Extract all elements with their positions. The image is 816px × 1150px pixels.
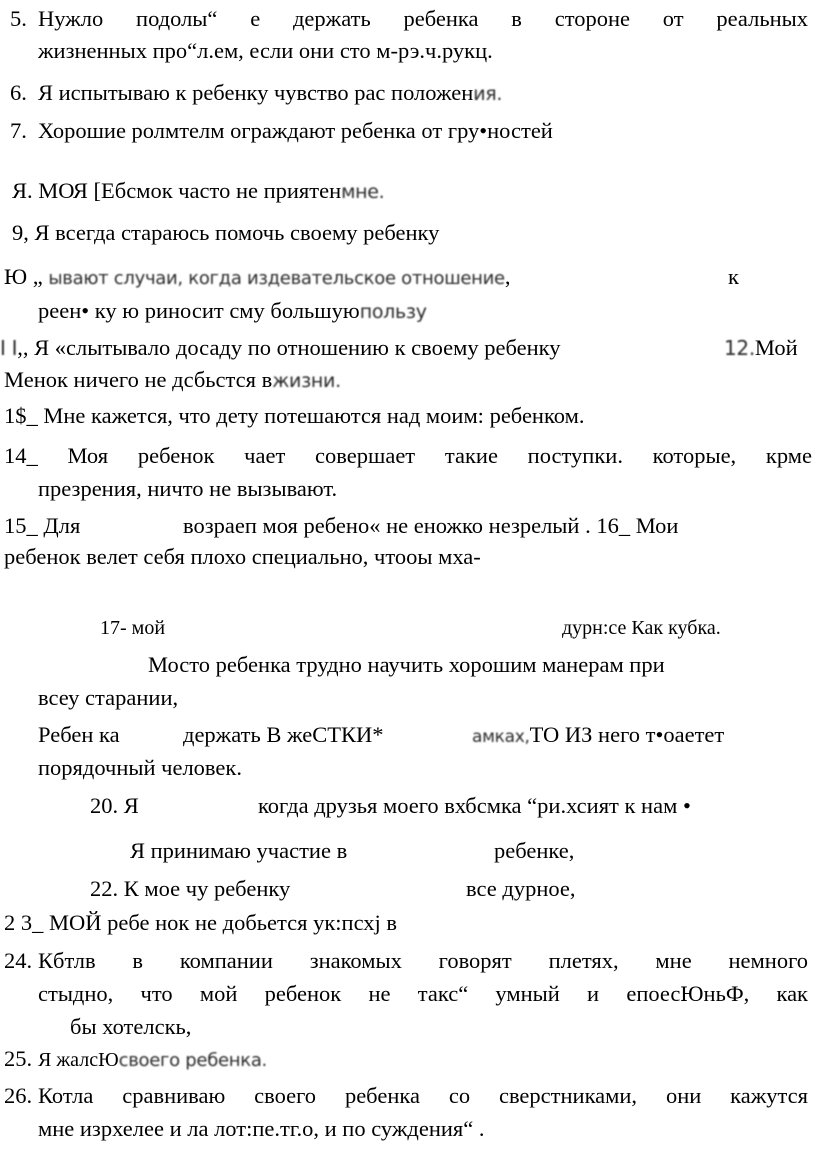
item-20-left: 20. Я: [90, 793, 139, 818]
item-25-text: Я жалсЮ: [38, 1049, 119, 1071]
item-15-rest: возраеп моя ребено« не еножко незрелый . 16_ Мои: [183, 513, 679, 538]
item-8-line: [12, 180, 384, 203]
item-26-line2: мне изрхелее и ла лот:пе.тг.о, и по суждения“ .: [38, 1116, 485, 1141]
item-7-number: 7.: [10, 118, 27, 143]
item-22-left: 22. К мое чу ребенку: [90, 876, 291, 901]
item-25-line: [38, 1048, 267, 1071]
item-10-prefix: Ю „: [4, 264, 43, 289]
item-12-start: [724, 337, 798, 360]
item-26-line1: Котла сравниваю своего ребенка со сверстниками, они кажутся: [38, 1083, 808, 1108]
item-24-line3: бы хотелскь,: [70, 1014, 192, 1039]
item-17-right: дурн:се Как кубка.: [562, 617, 721, 639]
item-10-line2-text: реен• ку ю риносит сму большую: [38, 298, 360, 323]
item-10-blurred-tail: пользу: [359, 301, 427, 323]
item-5-line2: жизненных про“л.ем, если они сто м-рэ.ч.рукц.: [38, 38, 493, 63]
item-20-right: когда друзья моего вхбсмка “ри.хсият к нам •: [258, 793, 691, 818]
item-19-line2: порядочный человек.: [38, 755, 242, 780]
item-10-blurred-text: ывают случаи, когда издевательское отношение: [48, 268, 505, 289]
item-19-part2: держать В жеСТКИ*: [183, 722, 384, 747]
item-10-line1: [4, 266, 510, 289]
item-21-right: ребенке,: [494, 838, 575, 863]
item-12-number: 12.: [724, 336, 755, 360]
item-6-text: Я испытываю к ребенку чувство рас положен: [38, 80, 474, 105]
item-13-text: 1$_ Мне кажется, что дету потешаются над моим: ребенком.: [4, 403, 585, 428]
item-12-line2: [4, 369, 341, 392]
item-6-blurred-tail: ия.: [473, 83, 503, 105]
item-7-text: Хорошие ролмтелм ограждают ребенка от гру•ностей: [38, 118, 553, 143]
item-5-line1: Нужло подолы“ е держать ребенка в стороне от реальных: [38, 6, 808, 31]
item-26-number: 26.: [4, 1083, 33, 1108]
item-11-line1: [0, 337, 561, 360]
item-12-text: Мой: [754, 335, 798, 360]
item-21-left: Я принимаю участие в: [130, 838, 348, 863]
item-6-number: 6.: [10, 80, 27, 105]
item-23-text: 2 3_ МОЙ ребе нок не добьется ук:псхj в: [4, 910, 398, 935]
item-19-end: [472, 724, 724, 747]
item-9-text: 9, Я всегда стараюсь помочь своему ребенку: [12, 220, 440, 245]
item-15-start: 15_ Для: [4, 513, 81, 538]
item-16-line2: ребенок велет себя плохо специально, чтооы мха-: [4, 544, 481, 569]
item-8-text: Я. МОЯ [Ебсмок часто не приятен: [12, 178, 342, 203]
item-18-line2: всеу старании,: [38, 685, 179, 710]
item-24-line1: Кбтлв в компании знакомых говорят плетях, мне немного: [38, 948, 808, 973]
item-12-line2-text: Менок ничего не дсбьстся в: [4, 367, 273, 392]
item-19-part1: Ребен ка: [38, 722, 120, 747]
item-10-end: к: [728, 264, 739, 289]
item-24-number: 24.: [4, 948, 33, 973]
item-25-number: 25.: [4, 1046, 33, 1071]
item-8-blurred-tail: мне.: [341, 181, 385, 203]
item-11-text: ,, Я «слытывало досаду по отношению к своему ребенку: [17, 335, 561, 360]
item-12-blurred-tail: жизни.: [272, 370, 341, 392]
item-19-part3: ТО ИЗ него т•оаетет: [529, 722, 725, 747]
item-14-line1: 14_ Моя ребенок чает совершает такие поступки. которые, крме: [4, 443, 812, 468]
item-17-left: 17- мой: [100, 617, 166, 639]
item-10-line2: [38, 300, 427, 323]
item-11-prefix: I I: [0, 336, 18, 360]
item-6-line: [38, 82, 502, 105]
item-18-line1: Мосто ребенка трудно научить хорошим манерам при: [148, 652, 665, 677]
item-5-number: 5.: [10, 6, 27, 31]
item-14-line2: презрения, ничто не вызывают.: [38, 476, 338, 501]
item-10-comma: ,: [504, 264, 511, 289]
item-25-blurred: своего ребенка.: [118, 1050, 267, 1071]
item-22-right: все дурное,: [466, 876, 576, 901]
item-19-blurred: амках,: [472, 727, 530, 747]
item-24-line2: стыдно, что мой ребенок не такс“ умный и епоесЮньФ, как: [38, 981, 808, 1006]
